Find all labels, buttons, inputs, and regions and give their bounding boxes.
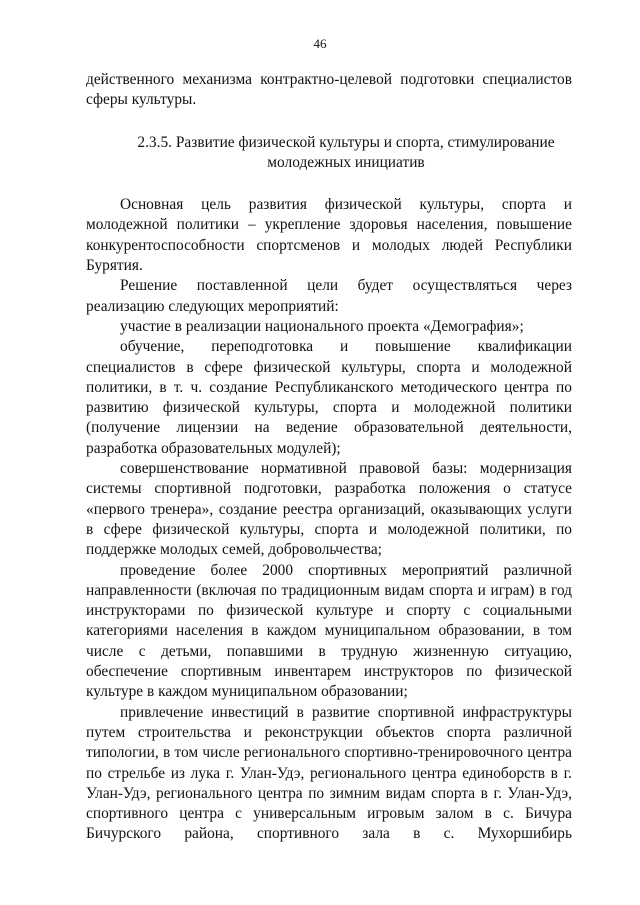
paragraph-measures-intro: Решение поставленной цели будет осуществляться через реализацию следующих мероприятий:	[86, 277, 572, 315]
document-body	[86, 70, 572, 845]
list-item-sport-events: проведение более 2000 спортивных мероприятий различной направленности (включая по традиционным видам спорта и играм) в год инструкторами по физической культуре и спорту с социальными категориями населения в каждом муниципальном образовании, в том числе с детьми, попавшими в трудную жизненную ситуацию, обеспечение спортивным инвентарем инструкторов по физической культуре в каждом муниципальном образовании;	[86, 561, 572, 701]
paragraph-continued: действенного механизма контрактно-целевой подготовки специалистов сферы культуры.	[86, 71, 572, 109]
section-heading-line-2: молодежных инициатив	[267, 153, 425, 171]
paragraph-goal: Основная цель развития физической культуры, спорта и молодежной политики – укрепление здоровья населения, повышение конкурентоспособности спортсменов и молодых людей Республики Бурятия.	[86, 196, 572, 275]
section-heading-line-1: 2.3.5. Развитие физической культуры и спорта, стимулирование	[137, 133, 555, 151]
list-item-demography: участие в реализации национального проекта «Демография»;	[120, 317, 524, 335]
page-number: 46	[313, 36, 327, 51]
list-item-training: обучение, переподготовка и повышение квалификации специалистов в сфере физической культуры, спорта и молодежной политики, в т. ч. создание Республиканского методического центра по развитию физической культуры, спорта и молодежной политики (получение лицензии на ведение образовательной деятельности, разработка образовательных модулей);	[86, 338, 572, 457]
section-heading	[86, 133, 572, 174]
list-item-regulation: совершенствование нормативной правовой базы: модернизация системы спортивной подготовки, разработка положения о статусе «первого тренера», создание реестра организаций, оказывающих услуги в сфере физической культуры, спорта и молодежной политики, по поддержке молодых семей, добровольчества;	[86, 460, 572, 559]
list-item-investment: привлечение инвестиций в развитие спортивной инфраструктуры путем строительства и реконструкции объектов спорта различной типологии, в том числе регионального спортивно-тренировочного центра по стрельбе из лука г. Улан-Удэ, регионального центра единоборств в г. Улан-Удэ, регионального центра по зимним видам спорта в г. Улан-Удэ, спортивного центра с универсальным игровым залом в с. Бичура Бичурского района, спортивного зала в с. Мухоршибирь	[86, 703, 572, 843]
